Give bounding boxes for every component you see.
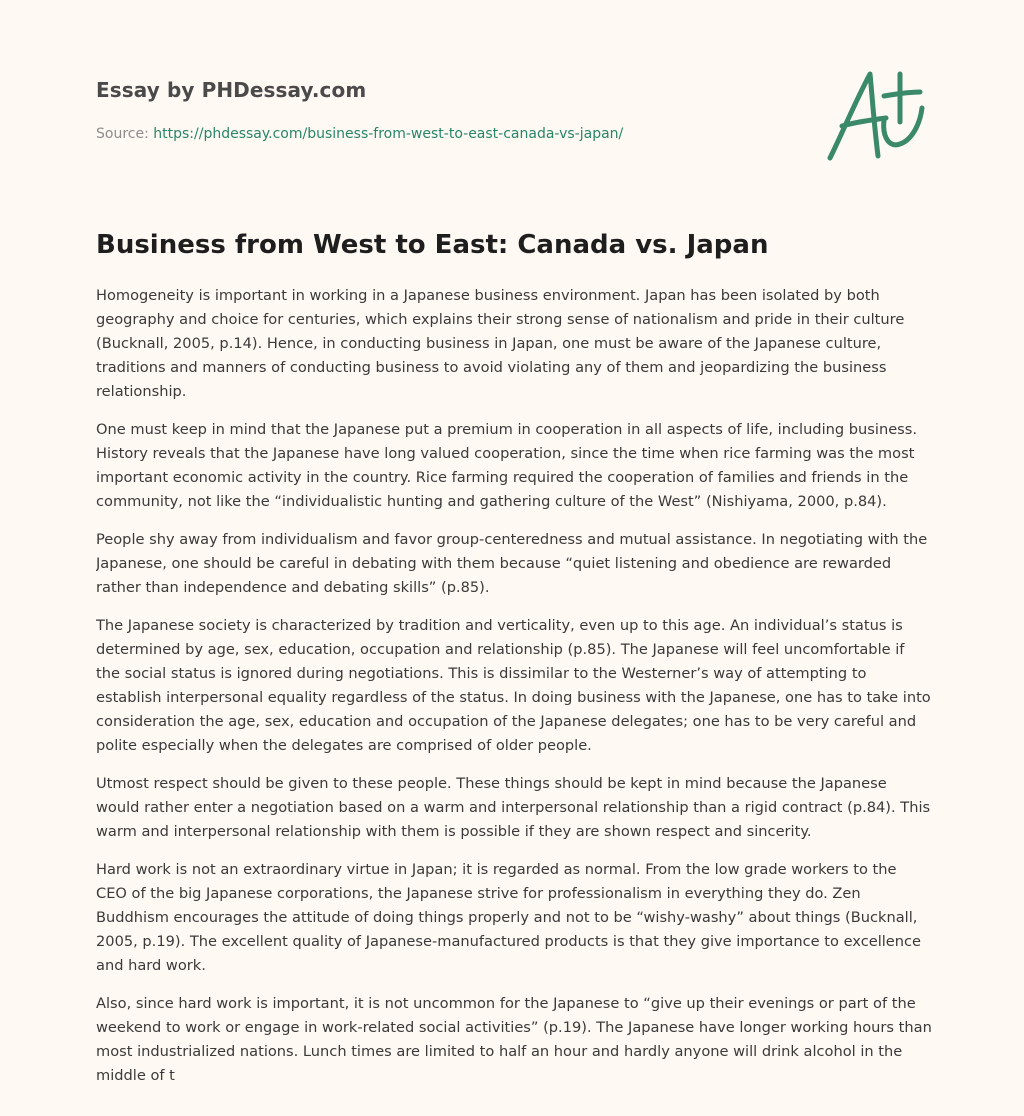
essay-paragraph: People shy away from individualism and favor group-centeredness and mutual assistance. In negotiating with the Japanese, one should be careful in debating with them because “quiet listening and obedience are rewarded rather than independence and debating skills” (p.85).	[96, 531, 928, 596]
check-curve-stroke	[884, 108, 922, 145]
essay-paragraph: Hard work is not an extraordinary virtue in Japan; it is regarded as normal. From the low grade workers to the CEO of the big Japanese corporations, the Japanese strive for professionalism in everything they do. Zen Buddhism encourages the attitude of doing things properly and not to be “wishy-washy” about things (Bucknall, 2005, p.19). The excellent quality of Japanese-manufactured products is that they give importance to excellence and hard work.	[96, 861, 922, 974]
essay-title: Business from West to East: Canada vs. Japan	[96, 230, 769, 260]
source-link[interactable]: https://phdessay.com/business-from-west-to-east-canada-vs-japan/	[153, 126, 624, 142]
essay-paragraph: One must keep in mind that the Japanese put a premium in cooperation in all aspects of life, including business. History reveals that the Japanese have long valued cooperation, since the time when rice farming was the most important economic activity in the country. Rice farming required the cooperation of families and friends in the community, not like the “individualistic hunting and gathering culture of the West” (Nishiyama, 2000, p.84).	[96, 421, 918, 510]
plus-horizontal-stroke	[884, 92, 920, 96]
essay-body	[96, 284, 932, 1104]
a-letter-stroke	[830, 74, 878, 158]
essay-paragraph: Homogeneity is important in working in a Japanese business environment. Japan has been isolated by both geography and choice for centuries, which explains their strong sense of nationalism and pride in their culture (Bucknall, 2005, p.14). Hence, in conducting business in Japan, one must be aware of the Japanese culture, traditions and manners of conducting business to avoid violating any of them and jeopardizing the business relationship.	[96, 287, 905, 400]
essay-paragraph: Also, since hard work is important, it is not uncommon for the Japanese to “give up their evenings or part of the weekend to work or engage in work-related social activities” (p.19). The Japanese have longer working hours than most industrialized nations. Lunch times are limited to half an hour and hardly anyone will drink alcohol in the middle of t	[96, 995, 932, 1084]
source-label: Source:	[96, 126, 154, 142]
source-line	[96, 124, 796, 144]
page-header	[96, 76, 796, 144]
essay-paragraph: The Japanese society is characterized by tradition and verticality, even up to this age. An individual’s status is determined by age, sex, education, occupation and relationship (p.85). The Japanese will feel uncomfortable if the social status is ignored during negotiations. This is dissimilar to the Westerner’s way of attempting to establish interpersonal equality regardless of the status. In doing business with the Japanese, one has to take into consideration the age, sex, education and occupation of the Japanese delegates; one has to be very careful and polite especially when the delegates are comprised of older people.	[96, 617, 931, 754]
essay-paragraph: Utmost respect should be given to these people. These things should be kept in mind because the Japanese would rather enter a negotiation based on a warm and interpersonal relationship than a rigid contract (p.84). This warm and interpersonal relationship with them is possible if they are shown respect and sincerity.	[96, 775, 931, 840]
brand-title: Essay by PHDessay.com	[96, 78, 367, 102]
a-plus-grade-icon	[820, 64, 932, 168]
